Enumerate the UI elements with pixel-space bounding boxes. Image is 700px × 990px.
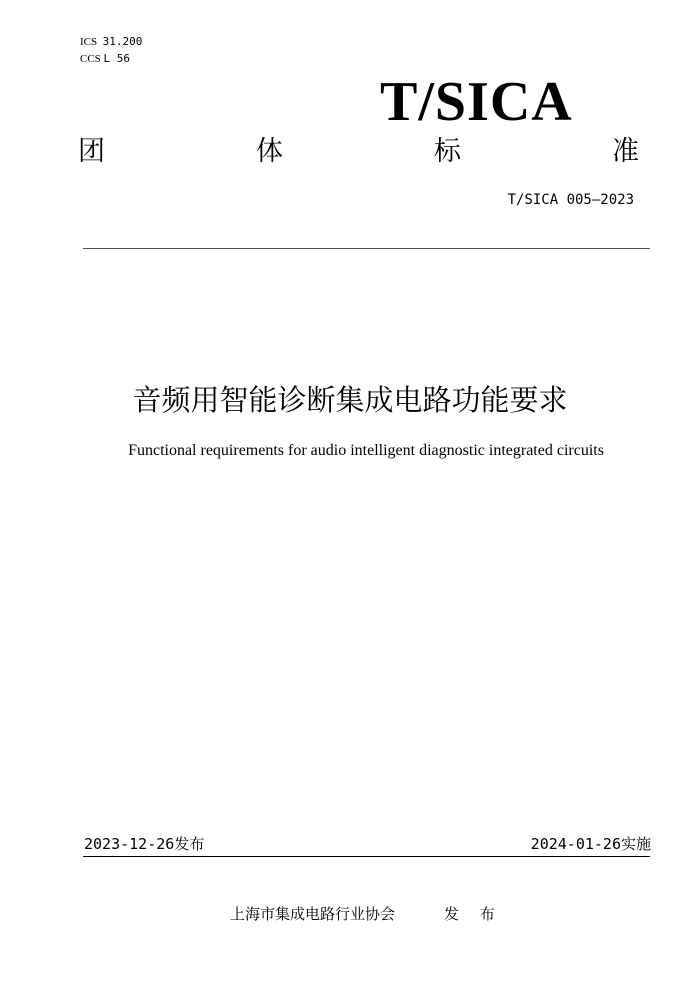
category-char-2: 体 bbox=[256, 136, 283, 167]
standard-logo: T/SICA bbox=[380, 71, 573, 133]
ccs-value: L 56 bbox=[103, 52, 131, 65]
issue-date-line bbox=[84, 834, 204, 854]
implement-date: 2024-01-26 bbox=[530, 835, 621, 853]
ics-label: ICS bbox=[80, 36, 98, 48]
bottom-divider bbox=[83, 856, 650, 857]
publisher-name: 上海市集成电路行业协会 bbox=[230, 905, 396, 923]
category-char-4: 准 bbox=[612, 136, 639, 167]
document-title-chinese: 音频用智能诊断集成电路功能要求 bbox=[132, 383, 568, 417]
category-char-3: 标 bbox=[434, 136, 461, 167]
ics-code bbox=[80, 35, 142, 49]
standard-number: T/SICA 005—2023 bbox=[507, 192, 634, 208]
ics-value: 31.200 bbox=[102, 35, 143, 48]
ccs-label: CCS bbox=[80, 53, 101, 65]
issue-label: 发布 bbox=[174, 835, 205, 853]
implement-label: 实施 bbox=[620, 835, 651, 853]
category-char-1: 团 bbox=[78, 136, 105, 167]
ccs-code bbox=[80, 52, 130, 66]
implement-date-line bbox=[531, 834, 651, 854]
document-title-english: Functional requirements for audio intelligent diagnostic integrated circuits bbox=[128, 442, 604, 459]
issue-date: 2023-12-26 bbox=[84, 835, 175, 853]
top-divider bbox=[83, 248, 650, 249]
publish-verb: 发 布 bbox=[444, 905, 503, 923]
